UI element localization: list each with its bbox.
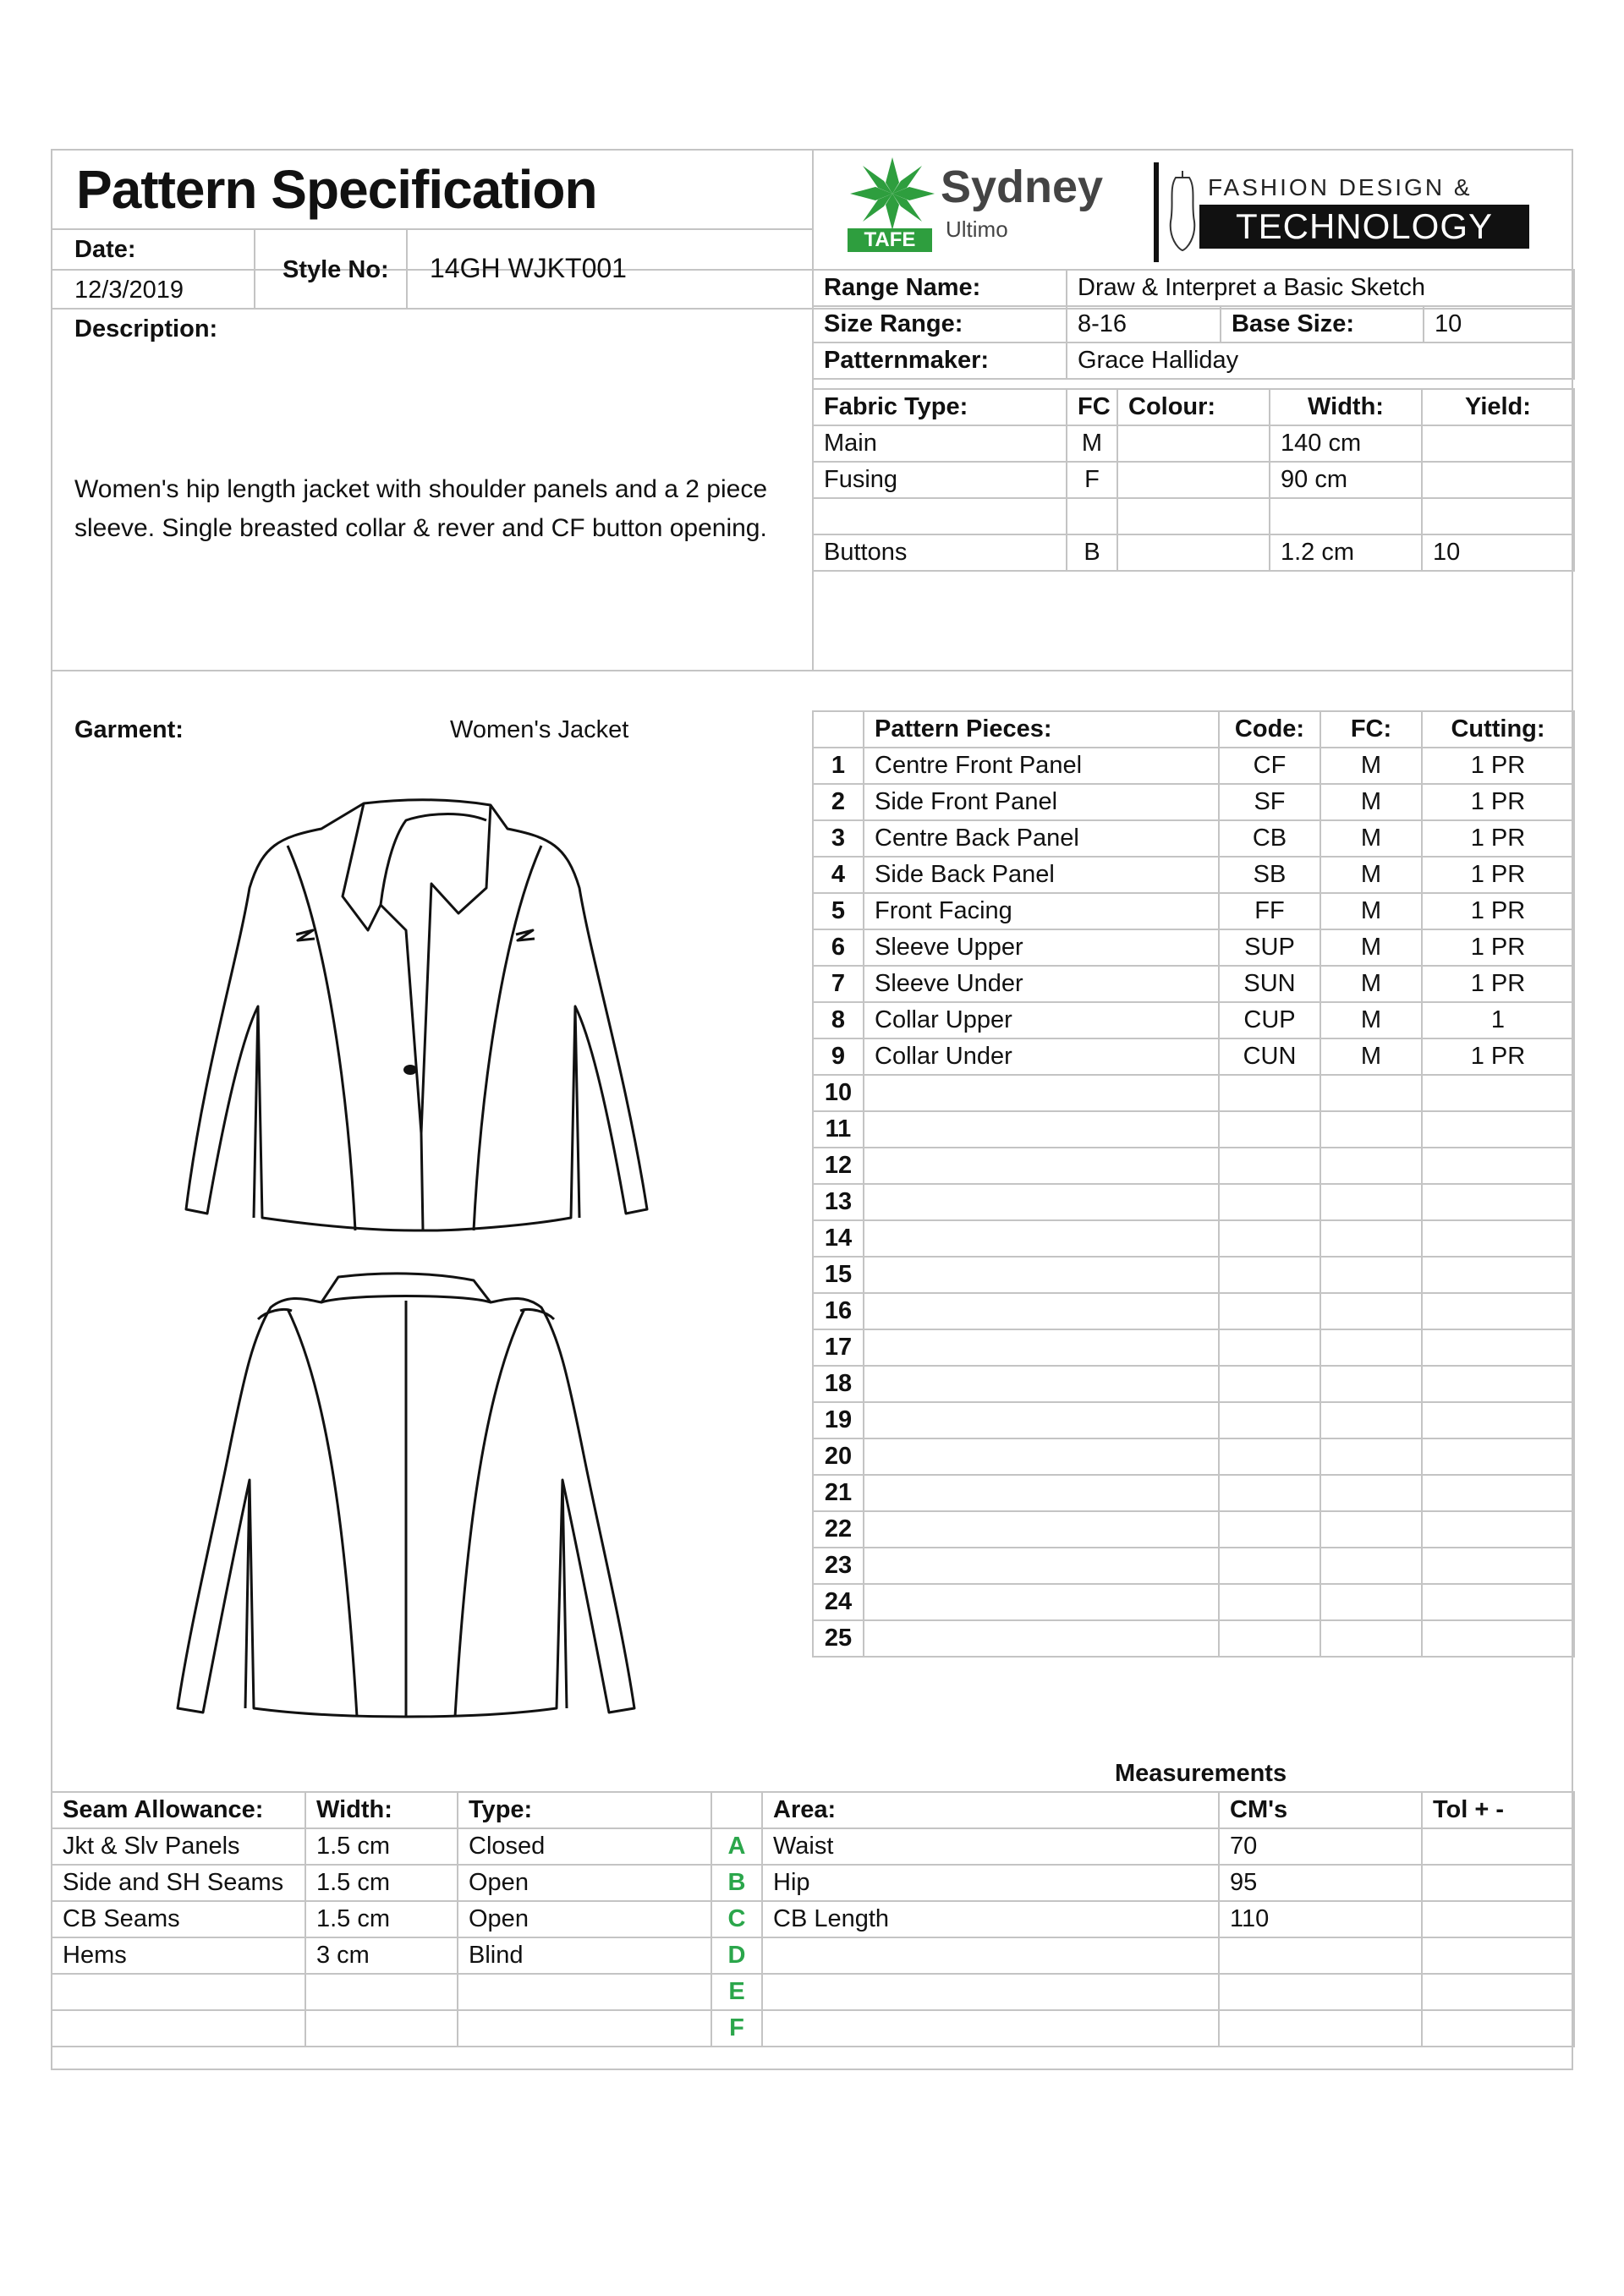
fabric-row-cell xyxy=(1422,498,1574,534)
seam-header: Type: xyxy=(458,1792,711,1828)
pattern-piece-row-cell xyxy=(864,1075,1219,1111)
seam-row-cell: CB Seams xyxy=(52,1901,305,1937)
pattern-piece-row-cell xyxy=(1422,1220,1574,1257)
pattern-piece-row-cell xyxy=(1219,1220,1320,1257)
seam-row-cell: Side and SH Seams xyxy=(52,1865,305,1901)
seam-row-cell: 1.5 cm xyxy=(305,1901,458,1937)
seam-row xyxy=(52,1828,1574,1865)
pattern-piece-row xyxy=(813,1366,1574,1402)
pattern-piece-row-cell: SUN xyxy=(1219,966,1320,1002)
pattern-piece-row-cell: 1 PR xyxy=(1422,929,1574,966)
pattern-piece-row-cell xyxy=(1320,1293,1422,1329)
pattern-piece-row xyxy=(813,893,1574,929)
pattern-piece-row xyxy=(813,1075,1574,1111)
pattern-piece-row-cell xyxy=(864,1475,1219,1511)
pattern-piece-row-cell: 1 PR xyxy=(1422,748,1574,784)
pattern-piece-row xyxy=(813,1148,1574,1184)
seam-row-cell: Closed xyxy=(458,1828,711,1865)
pattern-piece-row-cell xyxy=(1422,1075,1574,1111)
pattern-piece-row-cell: Front Facing xyxy=(864,893,1219,929)
fabric-row-cell: 1.2 cm xyxy=(1270,534,1422,571)
pattern-piece-row-cell: SF xyxy=(1219,784,1320,820)
pattern-piece-row-cell xyxy=(1219,1148,1320,1184)
pattern-piece-row-cell: 18 xyxy=(813,1366,864,1402)
pattern-piece-row-cell: M xyxy=(1320,857,1422,893)
pattern-piece-row-cell xyxy=(1320,1584,1422,1620)
pattern-piece-row xyxy=(813,1220,1574,1257)
fabric-row-cell xyxy=(1270,498,1422,534)
fabric-row-cell xyxy=(813,498,1067,534)
pattern-piece-row-cell xyxy=(1320,1438,1422,1475)
pattern-piece-row-cell: SUP xyxy=(1219,929,1320,966)
pattern-piece-row-cell xyxy=(864,1548,1219,1584)
fabric-row-cell: M xyxy=(1067,425,1117,462)
seam-row-cell: CB Length xyxy=(762,1901,1219,1937)
fabric-row-cell xyxy=(1117,462,1270,498)
pattern-piece-row-cell xyxy=(864,1511,1219,1548)
seam-row-cell: D xyxy=(711,1937,762,1974)
seam-row-cell xyxy=(1422,1865,1574,1901)
pattern-piece-row-cell xyxy=(1422,1402,1574,1438)
tafe-star-icon xyxy=(846,156,939,232)
seam-measurement-table xyxy=(51,1791,1575,2047)
seam-row-cell: Hems xyxy=(52,1937,305,1974)
button-icon xyxy=(403,1065,417,1075)
seam-row-cell: 1.5 cm xyxy=(305,1828,458,1865)
fabric-row xyxy=(813,534,1574,571)
seam-row-cell: Waist xyxy=(762,1828,1219,1865)
seam-row-cell xyxy=(1422,1974,1574,2010)
seam-row-cell xyxy=(1219,2010,1422,2047)
pattern-piece-row-cell: 24 xyxy=(813,1584,864,1620)
seam-row-cell: C xyxy=(711,1901,762,1937)
fabric-row-cell xyxy=(1117,534,1270,571)
size-value: 8-16 xyxy=(1067,306,1221,342)
pattern-piece-row-cell: M xyxy=(1320,748,1422,784)
pattern-piece-row-cell: M xyxy=(1320,820,1422,857)
pattern-piece-row-cell: 22 xyxy=(813,1511,864,1548)
seam-row-cell xyxy=(1422,1937,1574,1974)
pattern-piece-row-cell xyxy=(864,1111,1219,1148)
pattern-piece-row-cell: SB xyxy=(1219,857,1320,893)
pattern-piece-row-cell: M xyxy=(1320,893,1422,929)
ultimo-text: Ultimo xyxy=(946,216,1008,242)
pattern-piece-row xyxy=(813,1548,1574,1584)
pattern-piece-row-cell: 12 xyxy=(813,1148,864,1184)
pattern-piece-row-cell xyxy=(1219,1075,1320,1111)
pattern-piece-row-cell xyxy=(864,1257,1219,1293)
description-text: Women's hip length jacket with shoulder panels and a 2 piece sleeve. Single breasted collar & rever and CF button opening. xyxy=(74,475,768,542)
fabric-row xyxy=(813,462,1574,498)
pattern-piece-row-cell xyxy=(864,1366,1219,1402)
seam-row-cell: Blind xyxy=(458,1937,711,1974)
pattern-piece-row-cell xyxy=(1320,1257,1422,1293)
pattern-piece-row xyxy=(813,929,1574,966)
pattern-piece-row xyxy=(813,1257,1574,1293)
pattern-piece-row-cell: M xyxy=(1320,929,1422,966)
pattern-piece-row-cell: 15 xyxy=(813,1257,864,1293)
seam-header: Seam Allowance: xyxy=(52,1792,305,1828)
pattern-piece-row-cell xyxy=(1422,1293,1574,1329)
pattern-piece-row-cell: Sleeve Upper xyxy=(864,929,1219,966)
pattern-piece-row-cell xyxy=(1320,1148,1422,1184)
pattern-piece-row-cell xyxy=(864,1584,1219,1620)
pieces-header: Code: xyxy=(1219,711,1320,748)
pattern-piece-row-cell xyxy=(1219,1620,1320,1657)
pattern-piece-row-cell xyxy=(1219,1475,1320,1511)
fabric-row xyxy=(813,498,1574,534)
seam-header: CM's xyxy=(1219,1792,1422,1828)
date-value: 12/3/2019 xyxy=(74,277,184,304)
pattern-piece-row-cell: 1 xyxy=(1422,1002,1574,1038)
pattern-piece-row xyxy=(813,1002,1574,1038)
seam-row-cell xyxy=(1219,1937,1422,1974)
pattern-piece-row-cell xyxy=(1422,1511,1574,1548)
pattern-piece-row-cell xyxy=(1219,1329,1320,1366)
sydney-tafe-logo xyxy=(846,156,1133,257)
jacket-back-sketch xyxy=(135,1269,677,1742)
pattern-piece-row-cell: 13 xyxy=(813,1184,864,1220)
pattern-piece-row xyxy=(813,1329,1574,1366)
pattern-piece-row xyxy=(813,1511,1574,1548)
pattern-piece-row-cell: M xyxy=(1320,966,1422,1002)
fabric-row-cell xyxy=(1422,462,1574,498)
garment-label: Garment: xyxy=(74,716,184,743)
seam-row-cell xyxy=(305,1974,458,2010)
pattern-piece-row-cell xyxy=(864,1293,1219,1329)
seam-row-cell xyxy=(1422,1901,1574,1937)
fabric-row-cell: 10 xyxy=(1422,534,1574,571)
pattern-piece-row xyxy=(813,748,1574,784)
pattern-piece-row-cell xyxy=(1422,1148,1574,1184)
size-label: Size Range: xyxy=(813,306,1067,342)
seam-row-cell xyxy=(305,2010,458,2047)
measurements-title: Measurements xyxy=(1115,1760,1287,1787)
jacket-front-sketch xyxy=(152,795,694,1252)
pattern-piece-row-cell: 25 xyxy=(813,1620,864,1657)
fdt-line1: FASHION DESIGN & xyxy=(1208,174,1473,200)
pattern-piece-row-cell xyxy=(1320,1220,1422,1257)
pattern-piece-row-cell xyxy=(1422,1329,1574,1366)
seam-row-cell xyxy=(1219,1974,1422,2010)
pattern-piece-row xyxy=(813,784,1574,820)
pattern-piece-row xyxy=(813,1475,1574,1511)
description-label: Description: xyxy=(74,315,218,342)
pattern-piece-row-cell: Centre Back Panel xyxy=(864,820,1219,857)
pattern-piece-row-cell xyxy=(1219,1293,1320,1329)
seam-row xyxy=(52,1865,1574,1901)
pattern-piece-row-cell: 1 PR xyxy=(1422,857,1574,893)
seam-row-cell xyxy=(52,1974,305,2010)
fabric-row-cell: Buttons xyxy=(813,534,1067,571)
seam-header xyxy=(711,1792,762,1828)
pattern-piece-row-cell: 7 xyxy=(813,966,864,1002)
seam-row xyxy=(52,1974,1574,2010)
fabric-row-cell: Main xyxy=(813,425,1067,462)
pattern-piece-row-cell xyxy=(1422,1620,1574,1657)
pattern-piece-row xyxy=(813,1584,1574,1620)
seam-row-cell xyxy=(458,2010,711,2047)
pattern-piece-row-cell xyxy=(1320,1075,1422,1111)
fabric-row-cell: 90 cm xyxy=(1270,462,1422,498)
pattern-piece-row-cell xyxy=(1422,1184,1574,1220)
pattern-piece-row-cell xyxy=(1422,1584,1574,1620)
fabric-header: Fabric Type: xyxy=(813,389,1067,425)
pattern-piece-row-cell xyxy=(1422,1111,1574,1148)
pattern-piece-row-cell xyxy=(1219,1548,1320,1584)
pattern-piece-row-cell xyxy=(1422,1475,1574,1511)
pattern-piece-row-cell: 19 xyxy=(813,1402,864,1438)
pattern-piece-row-cell: Side Front Panel xyxy=(864,784,1219,820)
pattern-piece-row-cell: 1 PR xyxy=(1422,784,1574,820)
seam-row-cell: Jkt & Slv Panels xyxy=(52,1828,305,1865)
seam-row xyxy=(52,2010,1574,2047)
pattern-piece-row-cell xyxy=(1219,1111,1320,1148)
fdt-logo xyxy=(1154,162,1534,264)
fabric-header: Width: xyxy=(1270,389,1422,425)
pattern-piece-row-cell xyxy=(1219,1257,1320,1293)
pattern-piece-row xyxy=(813,966,1574,1002)
pattern-piece-row-cell: 6 xyxy=(813,929,864,966)
seam-row xyxy=(52,1937,1574,1974)
pattern-piece-row-cell: CB xyxy=(1219,820,1320,857)
pattern-pieces-table xyxy=(812,710,1575,1658)
fabric-row-cell xyxy=(1117,498,1270,534)
pattern-piece-row-cell: 4 xyxy=(813,857,864,893)
dress-form-icon xyxy=(1166,171,1199,255)
pattern-piece-row-cell: FF xyxy=(1219,893,1320,929)
range-value: Draw & Interpret a Basic Sketch xyxy=(1067,270,1574,306)
seam-row-cell: Open xyxy=(458,1865,711,1901)
pattern-piece-row-cell xyxy=(1422,1438,1574,1475)
seam-row-cell: Hip xyxy=(762,1865,1219,1901)
seam-header: Width: xyxy=(305,1792,458,1828)
seam-row-cell: 1.5 cm xyxy=(305,1865,458,1901)
pattern-piece-row-cell xyxy=(1320,1402,1422,1438)
pattern-piece-row-cell: 14 xyxy=(813,1220,864,1257)
pattern-piece-row-cell: 1 PR xyxy=(1422,820,1574,857)
pattern-piece-row-cell xyxy=(1219,1184,1320,1220)
seam-row-cell: F xyxy=(711,2010,762,2047)
pieces-header: Cutting: xyxy=(1422,711,1574,748)
tafe-badge: TAFE xyxy=(848,228,932,252)
pattern-piece-row-cell xyxy=(864,1148,1219,1184)
fabric-row-cell: F xyxy=(1067,462,1117,498)
pattern-piece-row-cell: 10 xyxy=(813,1075,864,1111)
pattern-piece-row-cell: 1 PR xyxy=(1422,1038,1574,1075)
seam-row-cell: A xyxy=(711,1828,762,1865)
seam-row-cell: Open xyxy=(458,1901,711,1937)
pattern-piece-row-cell xyxy=(1320,1620,1422,1657)
fabric-row-cell xyxy=(1067,498,1117,534)
pieces-header: Pattern Pieces: xyxy=(864,711,1219,748)
patternmaker-label: Patternmaker: xyxy=(813,342,1067,379)
pattern-piece-row xyxy=(813,1038,1574,1075)
fabric-row-cell xyxy=(1117,425,1270,462)
style-value: 14GH WJKT001 xyxy=(430,253,627,283)
pattern-piece-row-cell xyxy=(864,1620,1219,1657)
pattern-piece-row-cell xyxy=(1219,1511,1320,1548)
pattern-piece-row-cell: M xyxy=(1320,1038,1422,1075)
seam-row-cell xyxy=(762,1937,1219,1974)
seam-row-cell xyxy=(52,2010,305,2047)
pieces-header: FC: xyxy=(1320,711,1422,748)
seam-row-cell xyxy=(762,2010,1219,2047)
fabric-row xyxy=(813,425,1574,462)
seam-header: Area: xyxy=(762,1792,1219,1828)
pattern-piece-row-cell xyxy=(864,1329,1219,1366)
pattern-piece-row-cell xyxy=(1320,1184,1422,1220)
pattern-piece-row-cell: 23 xyxy=(813,1548,864,1584)
pattern-piece-row-cell: M xyxy=(1320,784,1422,820)
style-label: Style No: xyxy=(283,256,389,283)
pattern-piece-row xyxy=(813,1402,1574,1438)
pattern-piece-row-cell: 1 xyxy=(813,748,864,784)
seam-row xyxy=(52,1901,1574,1937)
pattern-piece-row-cell: 17 xyxy=(813,1329,864,1366)
pattern-piece-row-cell xyxy=(864,1220,1219,1257)
pattern-piece-row-cell: 1 PR xyxy=(1422,893,1574,929)
fabric-row-cell: 140 cm xyxy=(1270,425,1422,462)
page-title: Pattern Specification xyxy=(76,159,597,220)
base-value: 10 xyxy=(1424,306,1574,342)
pattern-piece-row-cell: Collar Under xyxy=(864,1038,1219,1075)
pattern-piece-row-cell xyxy=(1422,1257,1574,1293)
pattern-piece-row-cell xyxy=(1219,1584,1320,1620)
pattern-piece-row xyxy=(813,820,1574,857)
pattern-piece-row-cell xyxy=(1320,1548,1422,1584)
pattern-piece-row-cell xyxy=(864,1402,1219,1438)
pattern-piece-row-cell: CUN xyxy=(1219,1038,1320,1075)
pattern-piece-row-cell: Sleeve Under xyxy=(864,966,1219,1002)
seam-row-cell: E xyxy=(711,1974,762,2010)
pattern-piece-row-cell: Side Back Panel xyxy=(864,857,1219,893)
pattern-piece-row-cell: M xyxy=(1320,1002,1422,1038)
pattern-piece-row-cell: 21 xyxy=(813,1475,864,1511)
seam-row-cell xyxy=(1422,1828,1574,1865)
info-table xyxy=(812,269,1575,380)
pattern-piece-row-cell xyxy=(1219,1366,1320,1402)
pattern-piece-row-cell: 8 xyxy=(813,1002,864,1038)
seam-header: Tol + - xyxy=(1422,1792,1574,1828)
pieces-header xyxy=(813,711,864,748)
pattern-piece-row-cell: 1 PR xyxy=(1422,966,1574,1002)
seam-row-cell: 3 cm xyxy=(305,1937,458,1974)
pattern-piece-row-cell: Collar Upper xyxy=(864,1002,1219,1038)
pattern-piece-row-cell xyxy=(864,1184,1219,1220)
seam-row-cell xyxy=(458,1974,711,2010)
pattern-piece-row xyxy=(813,1438,1574,1475)
fabric-row-cell xyxy=(1422,425,1574,462)
pattern-piece-row-cell: CUP xyxy=(1219,1002,1320,1038)
seam-row-cell xyxy=(762,1974,1219,2010)
seam-row-cell xyxy=(1422,2010,1574,2047)
pattern-piece-row xyxy=(813,857,1574,893)
fabric-header: Yield: xyxy=(1422,389,1574,425)
seam-row-cell: B xyxy=(711,1865,762,1901)
date-label: Date: xyxy=(74,236,136,263)
pattern-piece-row-cell: 9 xyxy=(813,1038,864,1075)
fabric-header: Colour: xyxy=(1117,389,1270,425)
fdt-line2: TECHNOLOGY xyxy=(1199,205,1529,249)
range-label: Range Name: xyxy=(813,270,1067,306)
pattern-piece-row xyxy=(813,1184,1574,1220)
pattern-piece-row-cell: 5 xyxy=(813,893,864,929)
base-label: Base Size: xyxy=(1221,306,1424,342)
fabric-header: FC xyxy=(1067,389,1117,425)
pattern-piece-row-cell xyxy=(1320,1366,1422,1402)
patternmaker-value: Grace Halliday xyxy=(1067,342,1574,379)
pattern-piece-row-cell xyxy=(864,1438,1219,1475)
pattern-piece-row-cell xyxy=(1320,1329,1422,1366)
seam-row-cell: 70 xyxy=(1219,1828,1422,1865)
pattern-piece-row-cell xyxy=(1422,1548,1574,1584)
garment-value: Women's Jacket xyxy=(450,716,629,743)
pattern-piece-row-cell: CF xyxy=(1219,748,1320,784)
pattern-piece-row-cell: 20 xyxy=(813,1438,864,1475)
pattern-piece-row xyxy=(813,1111,1574,1148)
pattern-piece-row-cell: Centre Front Panel xyxy=(864,748,1219,784)
pattern-piece-row-cell: 3 xyxy=(813,820,864,857)
sydney-text: Sydney xyxy=(941,162,1104,212)
pattern-piece-row-cell xyxy=(1422,1366,1574,1402)
pattern-piece-row-cell xyxy=(1320,1475,1422,1511)
pattern-piece-row-cell xyxy=(1320,1111,1422,1148)
pattern-piece-row-cell: 2 xyxy=(813,784,864,820)
pattern-piece-row-cell xyxy=(1219,1402,1320,1438)
pattern-piece-row xyxy=(813,1293,1574,1329)
fabric-row-cell: Fusing xyxy=(813,462,1067,498)
pattern-piece-row-cell xyxy=(1219,1438,1320,1475)
seam-row-cell: 95 xyxy=(1219,1865,1422,1901)
seam-row-cell: 110 xyxy=(1219,1901,1422,1937)
fabric-table xyxy=(812,388,1575,572)
pattern-piece-row-cell: 11 xyxy=(813,1111,864,1148)
pattern-piece-row-cell: 16 xyxy=(813,1293,864,1329)
fabric-row-cell: B xyxy=(1067,534,1117,571)
pattern-piece-row xyxy=(813,1620,1574,1657)
pattern-piece-row-cell xyxy=(1320,1511,1422,1548)
